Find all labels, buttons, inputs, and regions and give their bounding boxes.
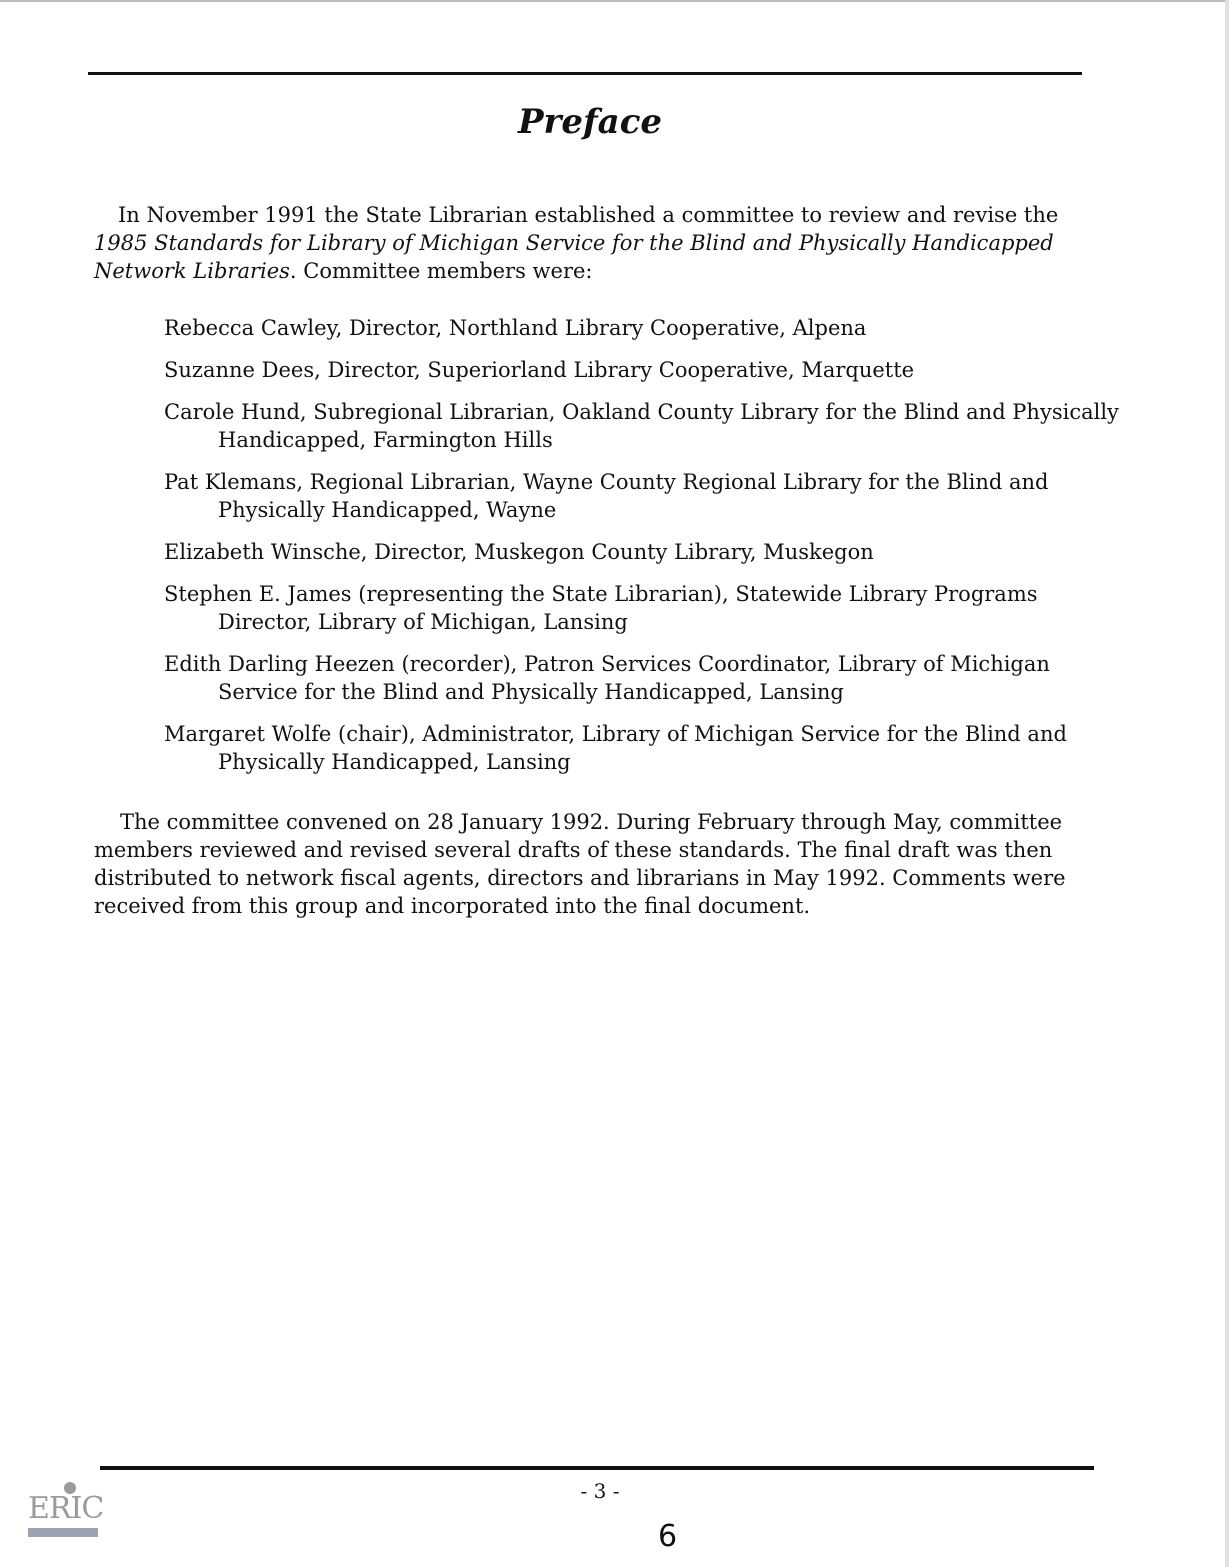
title-text: Preface <box>517 102 663 142</box>
list-item: Rebecca Cawley, Director, Northland Library Cooperative, Alpena <box>164 316 867 340</box>
eric-logo-text: ERIC <box>28 1491 104 1526</box>
intro-text-after: . Committee members were: <box>289 259 593 283</box>
committee-member-list <box>164 314 1124 790</box>
folio-number: 6 <box>658 1519 678 1554</box>
closing-paragraph: The committee convened on 28 January 1992. During February through May, committee members reviewed and revised several drafts of these standards. The final draft was then distributed to network fiscal agents, directors and librarians in May 1992. Comments were received from this group and incorporated into the final document. <box>94 810 1066 918</box>
bottom-rule <box>100 1466 1094 1470</box>
page-title <box>0 100 1180 144</box>
list-item: Edith Darling Heezen (recorder), Patron Services Coordinator, Library of Michigan Service for the Blind and Physically Handicapped, Lansing <box>164 652 1050 704</box>
list-item: Stephen E. James (representing the State Librarian), Statewide Library Programs Director, Library of Michigan, Lansing <box>164 582 1038 634</box>
top-rule <box>88 72 1082 75</box>
page-number: - 3 - <box>580 1479 620 1503</box>
list-item: Suzanne Dees, Director, Superiorland Library Cooperative, Marquette <box>164 358 915 382</box>
eric-logo-bar <box>28 1528 98 1537</box>
intro-standards-title: 1985 Standards for Library of Michigan Service for the Blind and Physically Handicapped Network Libraries <box>94 231 1054 283</box>
list-item: Carole Hund, Subregional Librarian, Oakland County Library for the Blind and Physically Handicapped, Farmington Hills <box>164 400 1119 452</box>
intro-paragraph <box>94 201 1084 285</box>
intro-text-before: In November 1991 the State Librarian established a committee to review and revise the <box>118 203 1059 227</box>
list-item: Pat Klemans, Regional Librarian, Wayne County Regional Library for the Blind and Physically Handicapped, Wayne <box>164 470 1049 522</box>
scan-top-edge <box>0 0 1229 2</box>
list-item: Elizabeth Winsche, Director, Muskegon County Library, Muskegon <box>164 540 874 564</box>
list-item: Margaret Wolfe (chair), Administrator, Library of Michigan Service for the Blind and Physically Handicapped, Lansing <box>164 722 1067 774</box>
scan-right-edge <box>1225 0 1229 1567</box>
eric-logo-icon <box>28 1480 104 1540</box>
